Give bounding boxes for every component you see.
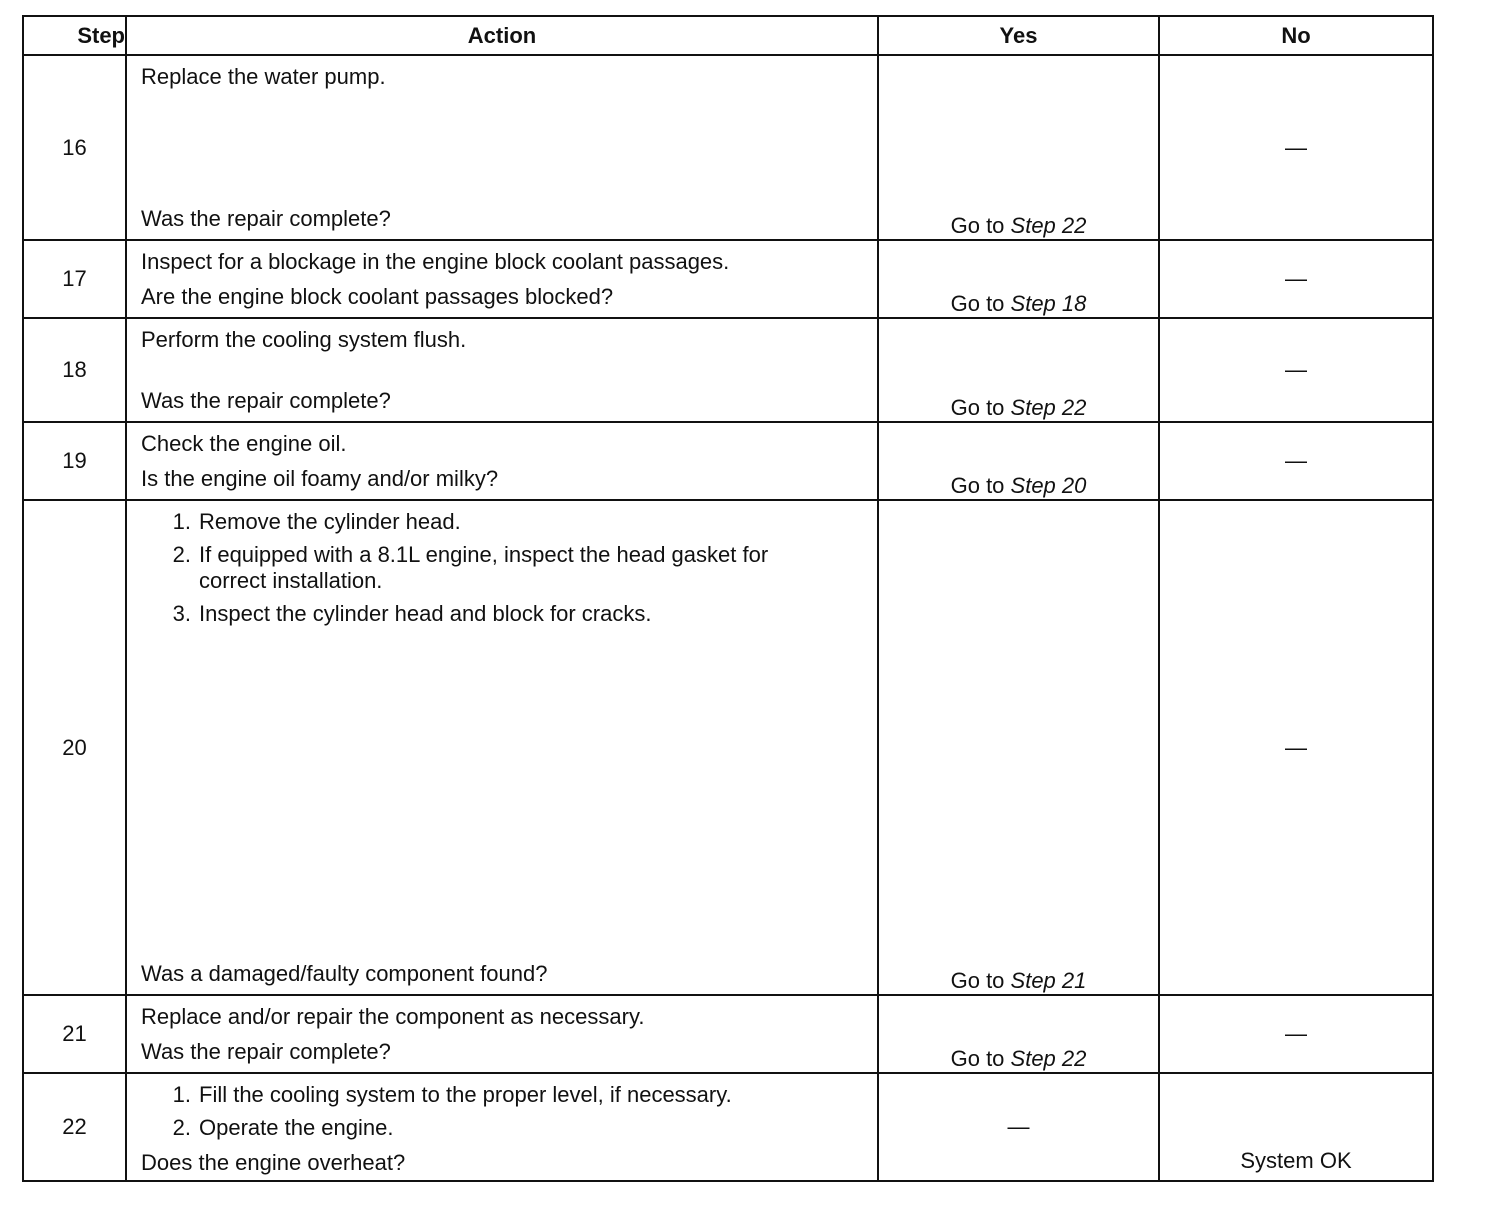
step-number: 16 (23, 55, 126, 240)
action-text: Inspect for a blockage in the engine block coolant passages. (141, 249, 730, 274)
action-cell (126, 240, 878, 318)
diagnostic-table (22, 15, 1434, 1182)
yes-cell (878, 500, 1159, 995)
yes-cell (878, 995, 1159, 1073)
question-text: Are the engine block coolant passages blocked? (141, 284, 614, 309)
action-cell (126, 1073, 878, 1181)
action-cell (126, 422, 878, 500)
list-number: 2. (172, 1115, 191, 1140)
yes-prefix: Go to (950, 395, 1011, 420)
yes-prefix: Go to (950, 1046, 1011, 1071)
list-number: 1. (172, 1082, 191, 1107)
action-text: Replace the water pump. (141, 64, 386, 89)
action-text: Perform the cooling system flush. (141, 327, 467, 352)
yes-prefix: Go to (950, 213, 1011, 238)
list-number: 2. (172, 542, 191, 567)
table-row (23, 422, 1433, 500)
yes-step-link: Step 22 (1010, 213, 1087, 238)
table-row (23, 240, 1433, 318)
list-item (155, 1082, 867, 1108)
list-number: 1. (172, 509, 191, 534)
action-cell (126, 995, 878, 1073)
question-text: Was the repair complete? (141, 1039, 391, 1064)
list-text: Remove the cylinder head. (199, 509, 461, 534)
step-number: 17 (23, 240, 126, 318)
action-cell (126, 500, 878, 995)
no-cell: — (1159, 318, 1433, 422)
step-number: 22 (23, 1073, 126, 1181)
step-number: 20 (23, 500, 126, 995)
list-text: If equipped with a 8.1L engine, inspect the head gasket for correct installation. (199, 542, 769, 593)
question-text: Was the repair complete? (141, 206, 391, 231)
list-item (155, 601, 867, 627)
question-text: Was the repair complete? (141, 388, 391, 413)
yes-cell (878, 55, 1159, 240)
step-number: 21 (23, 995, 126, 1073)
yes-step-link: Step 20 (1010, 473, 1087, 498)
table-row (23, 1073, 1433, 1181)
yes-cell (878, 422, 1159, 500)
yes-prefix: Go to (950, 968, 1011, 993)
list-text: Inspect the cylinder head and block for cracks. (199, 601, 652, 626)
list-item (155, 1115, 867, 1141)
header-no: No (1159, 16, 1433, 55)
question-text: Does the engine overheat? (141, 1150, 406, 1175)
action-cell (126, 55, 878, 240)
no-cell: — (1159, 240, 1433, 318)
list-number: 3. (172, 601, 191, 626)
action-text: Check the engine oil. (141, 431, 347, 456)
step-number: 18 (23, 318, 126, 422)
yes-prefix: Go to (950, 291, 1011, 316)
no-cell: — (1159, 55, 1433, 240)
header-yes: Yes (878, 16, 1159, 55)
yes-step-link: Step 22 (1010, 395, 1087, 420)
question-text: Is the engine oil foamy and/or milky? (141, 466, 499, 491)
yes-step-link: Step 18 (1010, 291, 1087, 316)
no-cell: System OK (1159, 1073, 1433, 1181)
yes-cell: — (878, 1073, 1159, 1181)
list-item (155, 542, 867, 594)
no-cell: — (1159, 422, 1433, 500)
header-step: Step (23, 16, 126, 55)
question-text: Was a damaged/faulty component found? (141, 961, 548, 986)
step-number: 19 (23, 422, 126, 500)
header-action: Action (126, 16, 878, 55)
no-cell: — (1159, 500, 1433, 995)
yes-step-link: Step 22 (1010, 1046, 1087, 1071)
no-cell: — (1159, 995, 1433, 1073)
yes-cell (878, 240, 1159, 318)
yes-cell (878, 318, 1159, 422)
yes-step-link: Step 21 (1010, 968, 1087, 993)
action-text: Replace and/or repair the component as necessary. (141, 1004, 645, 1029)
yes-prefix: Go to (950, 473, 1011, 498)
table-row (23, 500, 1433, 995)
list-text: Operate the engine. (199, 1115, 394, 1140)
list-text: Fill the cooling system to the proper level, if necessary. (199, 1082, 732, 1107)
table-row (23, 995, 1433, 1073)
list-item (155, 509, 867, 535)
header-row (23, 16, 1433, 55)
table-row (23, 318, 1433, 422)
table-row (23, 55, 1433, 240)
action-cell (126, 318, 878, 422)
